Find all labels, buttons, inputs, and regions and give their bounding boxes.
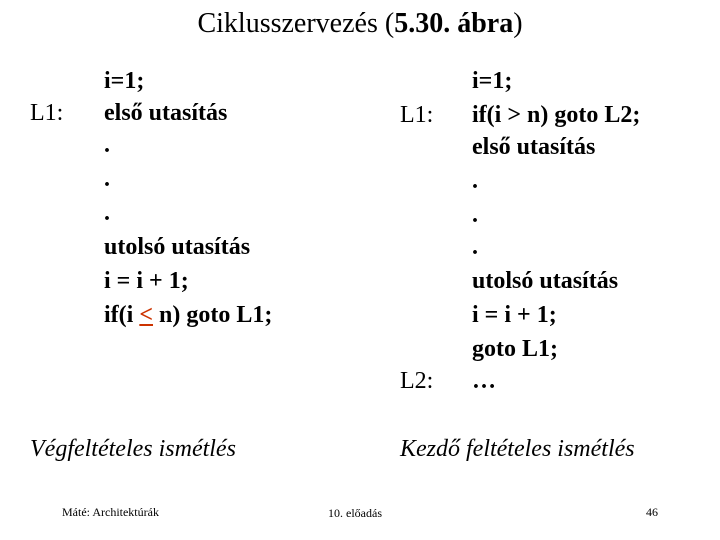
footer-page-number: 46 — [646, 505, 658, 519]
right-caption: Kezdő feltételes ismétlés — [400, 436, 635, 462]
right-code-line-7: utolsó utasítás — [472, 268, 619, 294]
left-code-line-2: első utasítás — [104, 100, 228, 126]
right-code-line-1: i=1; — [472, 68, 513, 94]
right-code-line-5: . — [472, 202, 478, 228]
right-code-line-2: if(i > n) goto L2; — [472, 102, 641, 128]
right-label-l2: L2: — [400, 368, 434, 394]
left-caption: Végfeltételes ismétlés — [30, 436, 236, 462]
right-code-line-3: első utasítás — [472, 134, 596, 160]
left-label-l1: L1: — [30, 100, 64, 126]
footer-lecture: 10. előadás — [328, 506, 382, 520]
footer-author: Máté: Architektúrák — [62, 505, 159, 519]
right-code-line-10: … — [472, 368, 496, 394]
title-prefix: Ciklusszervezés ( — [197, 8, 395, 39]
left-code-line-4: . — [104, 166, 110, 192]
right-label-l1: L1: — [400, 102, 434, 128]
figure-reference: 5.30. ábra — [394, 8, 514, 39]
left-code-line-7: i = i + 1; — [104, 268, 189, 294]
left-condition-line — [104, 300, 272, 330]
left-code-line-1: i=1; — [104, 68, 145, 94]
right-code-line-9: goto L1; — [472, 336, 558, 362]
less-or-equal-operator: < — [139, 302, 154, 328]
right-code-line-4: . — [472, 168, 478, 194]
right-code-line-6: . — [472, 234, 478, 260]
slide-title — [0, 6, 720, 42]
left-code-line-5: . — [104, 200, 110, 226]
left-condition-suffix: n) goto L1; — [153, 302, 273, 328]
right-code-line-8: i = i + 1; — [472, 302, 557, 328]
left-condition-prefix: if(i — [104, 302, 140, 328]
left-code-line-6: utolsó utasítás — [104, 234, 251, 260]
left-code-line-3: . — [104, 132, 110, 158]
title-suffix: ) — [513, 8, 523, 39]
